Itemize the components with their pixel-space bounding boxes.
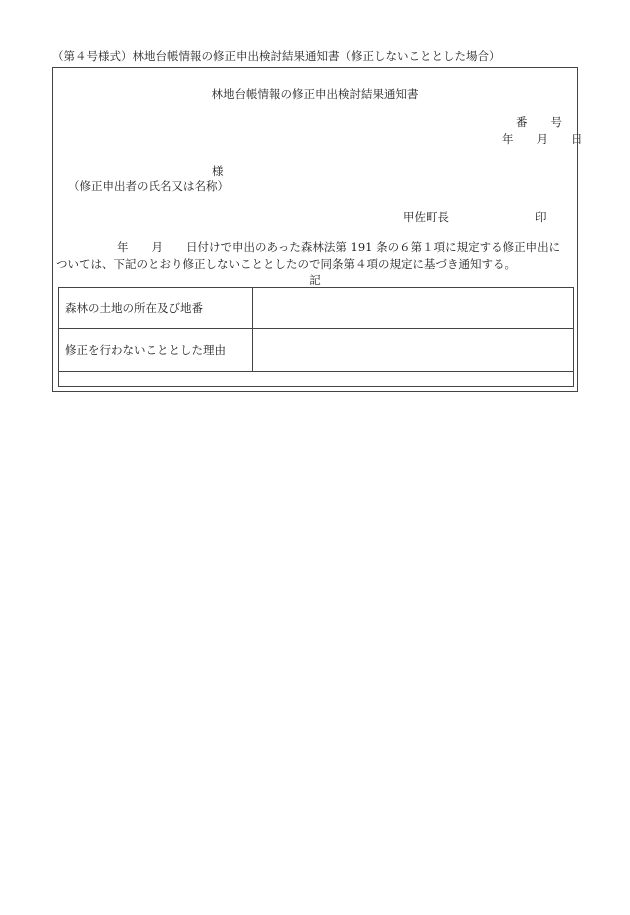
form-header: （第４号様式）林地台帳情報の修正申出検討結果通知書（修正しないこととした場合） [52, 49, 501, 63]
table-row [59, 288, 574, 329]
body-text-line-1: 年 月 日付けで申出のあった森林法第 191 条の６第１項に規定する修正申出に [117, 240, 561, 254]
land-location-field[interactable] [253, 288, 574, 329]
body-text-line-2: ついては、下記のとおり修正しないこととしたので同条第４項の規定に基づき通知する。 [56, 257, 516, 271]
seal-mark: 印 [535, 210, 547, 224]
document-date-line: 年 月 日 [502, 132, 583, 146]
land-location-label: 森林の土地の所在及び地番 [59, 288, 253, 329]
extra-row-field[interactable] [59, 372, 574, 387]
details-table [58, 287, 574, 387]
record-mark: 記 [309, 273, 321, 287]
reason-field[interactable] [253, 329, 574, 372]
addressee-note: （修正申出者の氏名又は名称） [68, 179, 229, 193]
table-row [59, 372, 574, 387]
document-title: 林地台帳情報の修正申出検討結果通知書 [211, 87, 419, 101]
addressee-honorific: 様 [212, 164, 224, 178]
table-row [59, 329, 574, 372]
document-number-line: 番 号 [516, 115, 562, 129]
reason-label: 修正を行わないこととした理由 [59, 329, 253, 372]
issuer-name: 甲佐町長 [403, 210, 449, 224]
